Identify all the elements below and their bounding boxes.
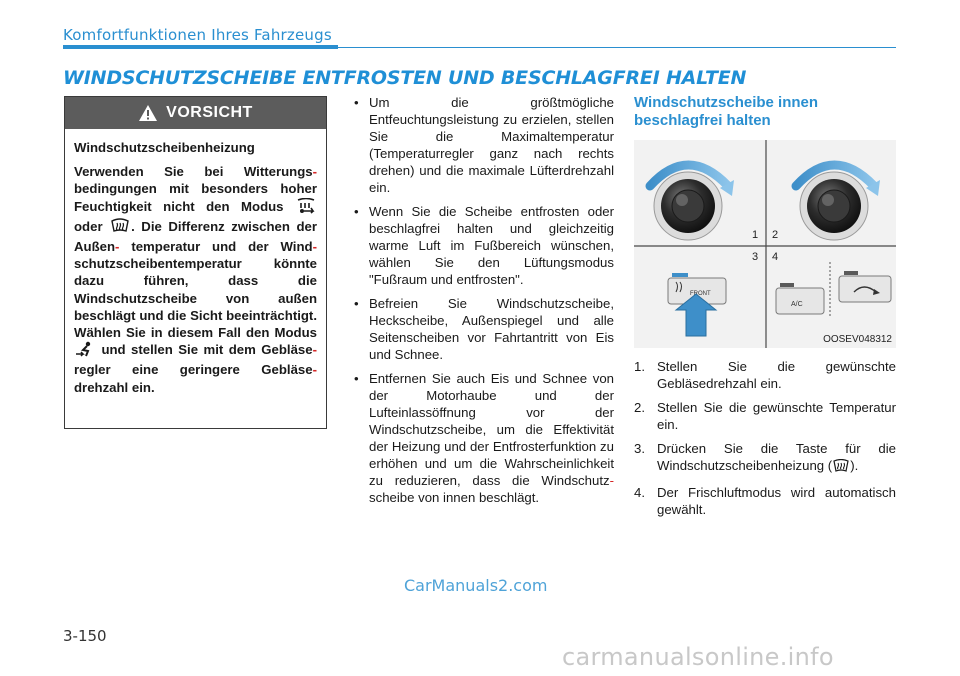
figure-code: OOSEV048312	[823, 334, 892, 345]
site-watermark: carmanualsonline.info	[562, 643, 834, 671]
floor-defrost-mode-icon	[295, 198, 317, 218]
caution-label: VORSICHT	[166, 104, 253, 121]
front-defrost-icon	[832, 459, 850, 477]
instruction-steps	[634, 358, 896, 525]
middle-column	[352, 94, 614, 513]
bullet-item: • Um die größtmögliche Entfeuchtungsleistung zu erzielen, stellen Sie die Maximaltemperatur (Temperaturregler ganz nach rechts drehen) und die maximale Lüfterdrehzahl ein.	[352, 94, 614, 196]
figure-label-3: 3	[752, 251, 759, 263]
step-number: 1.	[634, 359, 645, 374]
bullet-text: scheibe von innen beschlägt.	[369, 490, 540, 505]
step-item	[634, 440, 896, 477]
caution-text	[74, 163, 317, 396]
header-bar	[63, 45, 338, 49]
warning-icon	[138, 104, 158, 122]
page-title: WINDSCHUTZSCHEIBE ENTFROSTEN UND BESCHLAGFREI HALTEN	[63, 67, 747, 89]
figure-label-2: 2	[772, 229, 779, 241]
section-header: Komfortfunktionen Ihres Fahrzeugs	[63, 26, 332, 44]
hyphen: -	[312, 342, 317, 358]
subsection-title: Windschutzscheibe innen beschlagfrei halten	[634, 94, 819, 129]
step-number: 4.	[634, 485, 645, 500]
caution-text-part: und stellen Sie mit dem Gebläse	[101, 342, 313, 358]
bullet-text: Entfernen Sie auch Eis und Schnee von der Motorhaube und der Lufteinlassöffnung vor der Windschutzscheibe, um die Effektivität der Heizung und der Entfrosterfunktion zu erhöhen und um die Wahrscheinlichkeit zu reduzieren, dass die Windschutz	[369, 371, 614, 488]
step-number: 2.	[634, 400, 645, 415]
caution-text-part: temperatur und der Wind	[131, 239, 313, 255]
air-intake-button-icon	[839, 271, 891, 302]
front-button-label: FRONT	[690, 291, 711, 297]
caution-text-part: . Die Differenz zwischen der Außen	[74, 218, 317, 255]
step-item	[634, 399, 896, 433]
page-number: 3-150	[63, 627, 107, 645]
step-number: 3.	[634, 441, 645, 456]
bullet-item: • Wenn Sie die Scheibe entfrosten oder beschlagfrei halten und gleichzeitig warme Luft im Fußbereich wünschen, wählen Sie den Lüftungsmodus "Fußraum und entfrosten".	[352, 203, 614, 288]
defrost-mode-icon	[109, 218, 131, 238]
step-item	[634, 358, 896, 392]
caution-box	[64, 96, 327, 429]
caution-text-part: bedingungen mit besonders hoher Feuchtigkeit nicht den Modus	[74, 181, 317, 214]
hyphen: -	[312, 164, 317, 180]
caution-text-part: schutzscheibentemperatur könnte dazu führen, dass die Windschutzscheibe von außen beschlägt und die Sicht beeinträchtigt. Wählen Sie in diesem Fall den Modus	[74, 256, 317, 341]
step-text: Stellen Sie die gewünschte Temperatur ein.	[657, 400, 896, 432]
caution-text-part: drehzahl ein.	[74, 379, 155, 395]
temperature-knob-icon	[800, 172, 868, 240]
hyphen: -	[609, 473, 614, 488]
caution-text-part: regler eine geringere Gebläse	[74, 362, 313, 378]
hyphen: -	[312, 239, 317, 255]
hyphen: -	[312, 362, 317, 378]
bullet-item: • Befreien Sie Windschutzscheibe, Heckscheibe, Außenspiegel und alle Seitenscheiben vor Fahrtantritt von Eis und Schnee.	[352, 295, 614, 363]
figure-label-4: 4	[772, 251, 779, 263]
step-item	[634, 484, 896, 518]
fan-speed-knob-icon	[654, 172, 722, 240]
climate-control-figure	[634, 140, 896, 348]
ac-button-icon	[776, 283, 824, 314]
caution-header	[65, 97, 326, 129]
caution-subheading: Windschutzscheibenheizung	[74, 140, 255, 155]
step-text: Der Frischluftmodus wird automatisch gewählt.	[657, 485, 896, 517]
figure-label-1: 1	[752, 229, 759, 241]
bullet-item	[352, 370, 614, 506]
floor-mode-icon	[74, 341, 96, 361]
caution-text-part: oder	[74, 218, 103, 234]
header-rule	[338, 47, 896, 48]
step-text: Stellen Sie die gewünschte Gebläsedrehzahl ein.	[657, 359, 896, 391]
step-text: ).	[850, 458, 859, 473]
caution-body	[65, 129, 326, 396]
caution-text-part: Verwenden Sie bei Witterungs	[74, 164, 313, 180]
hyphen: -	[115, 239, 120, 255]
step-text: Drücken Sie die Taste für die Windschutzscheibenheizung (	[657, 441, 896, 473]
ac-button-label: A/C	[791, 301, 803, 308]
watermark-link[interactable]: CarManuals2.com	[404, 576, 548, 595]
